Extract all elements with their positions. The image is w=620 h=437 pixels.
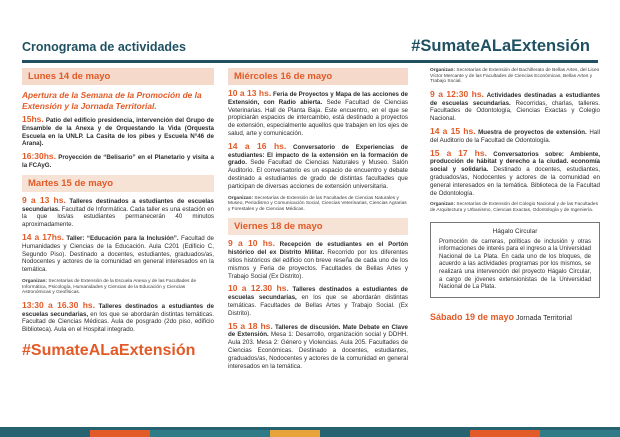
entry-time: 15hs.	[22, 114, 44, 124]
entry-highlight: Taller: “Educación para la Inclusión”.	[63, 234, 179, 242]
entry-text: Destinado a docentes, estudiantes, graduados/as, Nodocentes y actores de la comunidad en general interesados en la temática. Biblioteca de la Facultad de Odontología.	[430, 166, 600, 197]
entry-highlight: Feria de Proyectos y Mapa de las acciones de Extensión, con Radio abierta.	[228, 91, 408, 106]
schedule-entry	[22, 231, 214, 274]
saturday-line	[430, 312, 600, 322]
entry-time: 14 a 17hs.	[22, 231, 64, 242]
entry-time: 10 a 12.30 hs.	[228, 283, 289, 294]
saturday-day: Sábado 19 de mayo	[430, 311, 515, 322]
column-1	[22, 68, 214, 339]
entry-time: 15 a 17 hs.	[430, 147, 487, 158]
entry-highlight: Talleres de discusión. Mate Debate en Clave de Extensión.	[228, 323, 408, 339]
schedule-entry	[22, 299, 214, 334]
entry-text: Sede Facultad de Ciencias Veterinarias. Hall de Planta Baja. Este encuentro, en el que se propiciarán espacios de intercambio, está destinado a proyectos de extensión, especialmente aquellos que trabajen en los ejes de salud, arte y comunicación.	[228, 98, 408, 137]
organizers-text: Secretarías de Extensión del Colegio Nacional y de las Facultades de Arquitectura y Urbanismo, Ciencias Exactas, Odontología y de Ingeniería.	[430, 202, 598, 213]
box-title: Hágalo Circular	[492, 227, 538, 235]
day-banner-wednesday: Miércoles 16 de mayo	[228, 68, 408, 85]
schedule-entry	[228, 285, 408, 317]
bottom-band	[0, 427, 620, 437]
top-band	[0, 0, 620, 30]
entry-highlight: Recepción de estudiantes en el Portón histórico del ex Distrito Militar.	[228, 241, 409, 257]
column-2	[228, 68, 408, 375]
organizers-text: Secretarías de Extensión del Bachillerato de Bellas Artes, del Liceo Víctor Mercante y de las Facultades de Ciencias Económicas, Bellas Artes y Trabajo Social.	[430, 68, 600, 85]
organizers-label: Organizan:	[228, 195, 254, 201]
organizers-label: Organizan:	[430, 68, 456, 73]
schedule-entry	[228, 140, 408, 191]
schedule-entry	[22, 153, 214, 170]
column-3	[430, 68, 600, 322]
page-title: Cronograma de actividades	[22, 40, 186, 54]
session-title: Apertura de la Semana de la Promoción de la Extensión y la Jornada Territorial.	[22, 90, 202, 111]
entry-text: Patio del edificio presidencia, intervención del Grupo de Ensamble de la Anexa y de Orquestando la Vida (Orquesta Escuela en la UNLP. La Casita de los pibes y Escuela N°46 de Arana).	[22, 117, 214, 148]
entry-time: 13:30 a 16.30 hs.	[22, 299, 95, 310]
organizers-text: Secretarías de Extensión de las Facultades de Ciencias Naturales y Museo, Periodismo y Comunicación Social, Ciencias Veterinarias, Ciencias Agrarias y Forestales y de Ciencias Médicas.	[228, 195, 407, 212]
entry-highlight: Talleres destinados a estudiantes de escuelas secundarias,	[228, 286, 408, 302]
entry-text: Recorrido por los diferentes sitios históricos del edificio con breve reseña de cada uno de los mismos y Feria de proyectos. Facultades de Bellas Artes y Trabajo Social (Ex Distrito).	[228, 249, 408, 280]
entry-time: 9 a 10 hs.	[228, 238, 276, 249]
day-banner-friday: Viernes 18 de mayo	[228, 218, 408, 235]
entry-time: 14 a 15 hs.	[430, 125, 476, 136]
schedule-entry	[22, 116, 214, 148]
entry-text: en los que se abordarán distintas temáticas. Facultades de Bellas Artes y Trabajo Social. (Ex Distrito).	[228, 294, 409, 317]
entry-highlight: Talleres destinados a estudiantes de escuelas secundarias,	[22, 302, 214, 318]
organizers-note	[430, 68, 600, 85]
organizers-label: Organizan:	[22, 278, 48, 284]
schedule-entry	[430, 147, 600, 198]
entry-text: Facultad de Humanidades y Ciencias de la Educación. Aula C201 (Edificio C, Segundo Piso). Destinado a docentes, estudiantes, graduados/as, Nodocentes y actores de la comunidad en general interesados en la temática.	[22, 234, 214, 274]
header-hashtag: #SumateALaExtensión	[411, 37, 590, 55]
entry-time: 14 a 16 hs.	[228, 140, 287, 151]
schedule-entry	[430, 125, 600, 145]
bottom-hashtag: #SumateALaExtensión	[22, 342, 196, 359]
entry-text: Mesa 1: Desarrollo, organización social y DDHH. Aula 203. Mesa 2: Género y Violencias. Aula 205. Facultades de Ciencias Económicas. Destinado a docentes, estudiantes, graduados/as, Nodocentes y actores de la comunidad en general interesados en la temática.	[228, 331, 408, 370]
saturday-text: Jornada Territorial	[514, 314, 572, 322]
organizers-note	[228, 196, 408, 213]
entry-time: 15 a 18 hs.	[228, 320, 273, 331]
entry-time: 16:30hs.	[22, 151, 57, 162]
organizers-note	[430, 202, 600, 213]
entry-highlight: Actividades destinadas a estudiantes de escuelas secundarias.	[430, 91, 600, 107]
entry-highlight: Conversatorio de Experiencias de estudiantes: El impacto de la extensión en la formación de grado.	[228, 143, 408, 167]
header-rule	[22, 60, 598, 63]
entry-highlight: Talleres destinados a estudiantes de escuelas secundarias.	[22, 197, 214, 213]
entry-time: 9 a 12:30 hs.	[430, 88, 484, 99]
entry-text: Sede Facultad de Ciencias Naturales y Museo. Salón Auditorio. El conversatorio es un espacio de encuentro y debate destinado a estudiantes de grado de distintas facultades que participan de diversas acciones de extensión universitaria.	[228, 159, 408, 190]
entry-highlight: Muestra de proyectos de extensión.	[475, 128, 587, 136]
schedule-entry	[228, 320, 408, 371]
day-banner-tuesday: Martes 15 de mayo	[22, 175, 214, 192]
schedule-entry	[430, 88, 600, 123]
day-banner-monday: Lunes 14 de mayo	[22, 68, 214, 85]
organizers-text: Secretarías de Extensión de la Escuela Anexa y de las Facultades de Informática, Psicología, Humanidades y Ciencias de la Educación y Ciencias Astronómicas y Geofísicas.	[22, 278, 197, 296]
schedule-entry	[22, 194, 214, 229]
entry-time: 10 a 13 hs.	[228, 88, 272, 98]
organizers-label: Organizan:	[430, 202, 456, 208]
schedule-entry	[228, 90, 408, 138]
entry-text: Hall del Auditorio de la Facultad de Odontología.	[430, 128, 600, 144]
entry-text: Facultad de Informática. Cada taller es una estación en la que los/as estudiantes permanecerán 40 minutos aproximadamente.	[22, 205, 214, 229]
entry-text: Proyección de “Belisario” en el Planetario y visita a la FCAyG.	[22, 154, 214, 169]
hagalo-circular-box	[430, 222, 600, 298]
organizers-note	[22, 279, 214, 296]
box-text: Promoción de carreras, políticas de inclusión y otras informaciones de interés para el ingreso a la Universidad Nacional de La Plata. En cada uno de los bloques, de acuerdo a las actividades programas por los mismos, se realizará una intervención del proyecto Hágalo Circular, a cargo de jóvenes extensionistas de la Universidad Nacional de La Plata.	[439, 238, 591, 291]
schedule-entry	[228, 240, 408, 280]
entry-highlight: Conversatorios sobre: Ambiente, producción de hábitat y derecho a la ciudad. economía social y solidaria.	[430, 150, 600, 174]
entry-text: en los que se abordarán distintas temáticas. Facultad de Ciencias Médicas. Aula de posgrado (2do piso, edificio Biblioteca). Aula en el Hospital integrado.	[22, 310, 214, 334]
entry-time: 9 a 13 hs.	[22, 194, 66, 205]
entry-text: Recorridas, charlas, talleres. Facultades de Odontología, Ciencias Exactas y Colegio Nacional.	[430, 99, 600, 123]
